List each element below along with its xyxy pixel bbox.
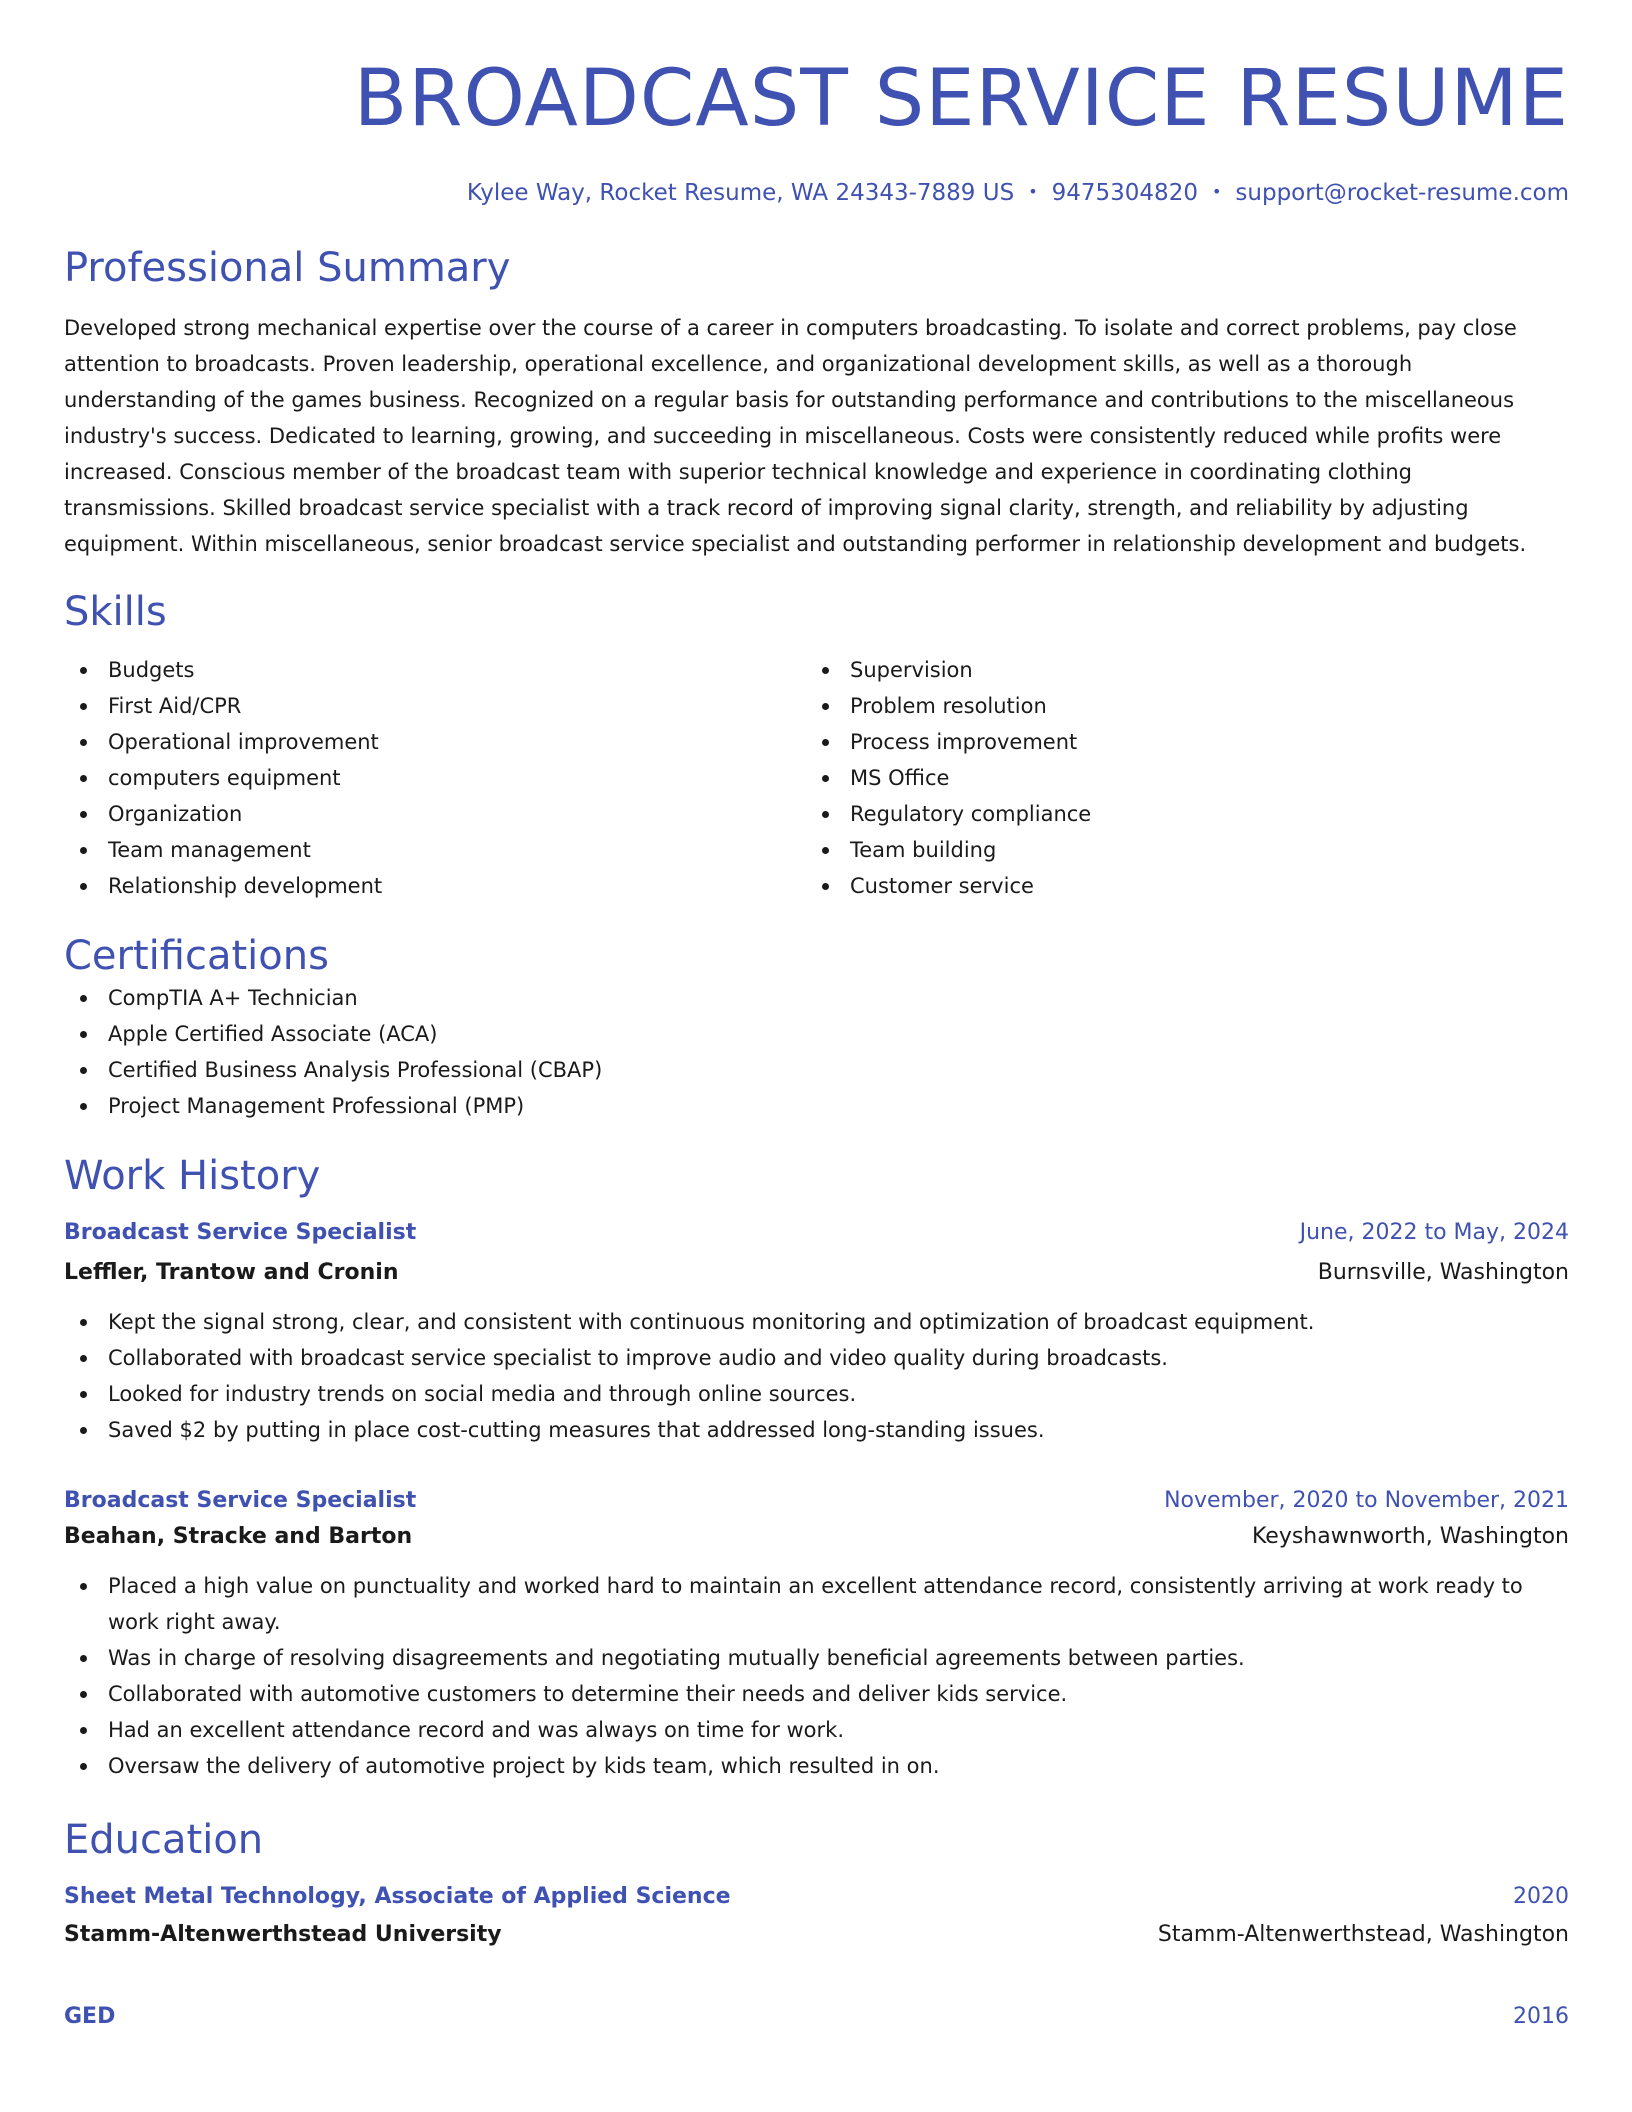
- skill-item: Process improvement: [806, 724, 1548, 760]
- skill-item: Budgets: [64, 652, 806, 688]
- education-entry: [64, 1882, 1569, 1950]
- job-dates: November, 2020 to November, 2021: [1164, 1488, 1569, 1513]
- job-title: Broadcast Service Specialist: [64, 1488, 417, 1513]
- skill-item: Operational improvement: [64, 724, 806, 760]
- job-duty: Oversaw the delivery of automotive project by kids team, which resulted in on.: [64, 1748, 1569, 1784]
- job-employer-row: [64, 1522, 1569, 1552]
- job-duty: Kept the signal strong, clear, and consistent with continuous monitoring and optimization of broadcast equipment.: [64, 1304, 1569, 1340]
- skill-item: Problem resolution: [806, 688, 1548, 724]
- education-location: Stamm-Altenwerthstead, Washington: [1157, 1922, 1569, 1947]
- job-company: Leffler, Trantow and Cronin: [64, 1260, 399, 1285]
- job-duties: [64, 1568, 1569, 1784]
- certification-item: Certified Business Analysis Professional (CBAP): [64, 1052, 1569, 1088]
- education-degree: Sheet Metal Technology, Associate of Applied Science: [64, 1884, 731, 1909]
- certification-item: CompTIA A+ Technician: [64, 980, 1569, 1016]
- job-location: Keyshawnworth, Washington: [1251, 1524, 1569, 1549]
- contact-separator: •: [1211, 182, 1222, 201]
- job-duty: Collaborated with automotive customers to determine their needs and deliver kids service.: [64, 1676, 1569, 1712]
- skill-item: Regulatory compliance: [806, 796, 1548, 832]
- education-year: 2016: [1513, 2004, 1569, 2029]
- job-header: [64, 1218, 1569, 1248]
- skill-item: Team building: [806, 832, 1548, 868]
- contact-email: support@rocket-resume.com: [1235, 180, 1569, 206]
- skill-item: MS Office: [806, 760, 1548, 796]
- job-entry: [64, 1486, 1569, 1784]
- certification-item: Apple Certified Associate (ACA): [64, 1016, 1569, 1052]
- education-header: [64, 1882, 1569, 1912]
- resume-page: [64, 0, 1569, 2032]
- job-duty: Had an excellent attendance record and was always on time for work.: [64, 1712, 1569, 1748]
- skills-column-left: [64, 652, 806, 904]
- job-employer-row: [64, 1258, 1569, 1288]
- skill-item: computers equipment: [64, 760, 806, 796]
- education-entry: [64, 2002, 1569, 2032]
- job-duty: Looked for industry trends on social media and through online sources.: [64, 1376, 1569, 1412]
- job-header: [64, 1486, 1569, 1516]
- skill-item: Team management: [64, 832, 806, 868]
- job-location: Burnsville, Washington: [1317, 1260, 1569, 1285]
- contact-line: [64, 178, 1569, 210]
- education-school: Stamm-Altenwerthstead University: [64, 1922, 502, 1947]
- work-history-heading: Work History: [64, 1153, 321, 1199]
- skills-list: [64, 652, 1569, 904]
- resume-title: BROADCAST SERVICE RESUME: [353, 54, 1569, 144]
- skill-item: Supervision: [806, 652, 1548, 688]
- job-company: Beahan, Stracke and Barton: [64, 1524, 413, 1549]
- job-duty: Saved $2 by putting in place cost-cutting measures that addressed long-standing issues.: [64, 1412, 1569, 1448]
- skills-heading: Skills: [64, 589, 167, 635]
- job-dates: June, 2022 to May, 2024: [1299, 1220, 1569, 1245]
- certifications-heading: Certifications: [64, 933, 329, 979]
- certifications-list: [64, 980, 1569, 1124]
- contact-phone: 9475304820: [1051, 180, 1198, 206]
- contact-address: Kylee Way, Rocket Resume, WA 24343-7889 US: [466, 180, 1015, 206]
- education-header: [64, 2002, 1569, 2032]
- job-duties: [64, 1304, 1569, 1448]
- job-duty: Collaborated with broadcast service specialist to improve audio and video quality during broadcasts.: [64, 1340, 1569, 1376]
- education-school-row: [64, 1920, 1569, 1950]
- certification-item: Project Management Professional (PMP): [64, 1088, 1569, 1124]
- job-title: Broadcast Service Specialist: [64, 1220, 417, 1245]
- summary-text: Developed strong mechanical expertise over the course of a career in computers broadcasting. To isolate and correct problems, pay close attention to broadcasts. Proven leadership, operational excellence, and organizational development skills, as well as a thorough understanding of the games business. Recognized on a regular basis for outstanding performance and contributions to the miscellaneous industry's success. Dedicated to learning, growing, and succeeding in miscellaneous. Costs were consistently reduced while profits were increased. Conscious member of the broadcast team with superior technical knowledge and experience in coordinating clothing transmissions. Skilled broadcast service specialist with a track record of improving signal clarity, strength, and reliability by adjusting equipment. Within miscellaneous, senior broadcast service specialist and outstanding performer in relationship development and budgets.: [64, 316, 1527, 556]
- skill-item: Relationship development: [64, 868, 806, 904]
- skills-column-right: [806, 652, 1548, 904]
- job-entry: [64, 1218, 1569, 1448]
- contact-separator: •: [1028, 182, 1038, 201]
- education-degree: GED: [64, 2004, 116, 2029]
- skill-item: Customer service: [806, 868, 1548, 904]
- summary-heading: Professional Summary: [64, 245, 511, 291]
- skill-item: First Aid/CPR: [64, 688, 806, 724]
- job-duty: Was in charge of resolving disagreements and negotiating mutually beneficial agreements between parties.: [64, 1640, 1569, 1676]
- job-duty: Placed a high value on punctuality and worked hard to maintain an excellent attendance record, consistently arriving at work ready to work right away.: [64, 1568, 1569, 1640]
- education-year: 2020: [1513, 1884, 1569, 1909]
- education-heading: Education: [64, 1817, 264, 1863]
- skill-item: Organization: [64, 796, 806, 832]
